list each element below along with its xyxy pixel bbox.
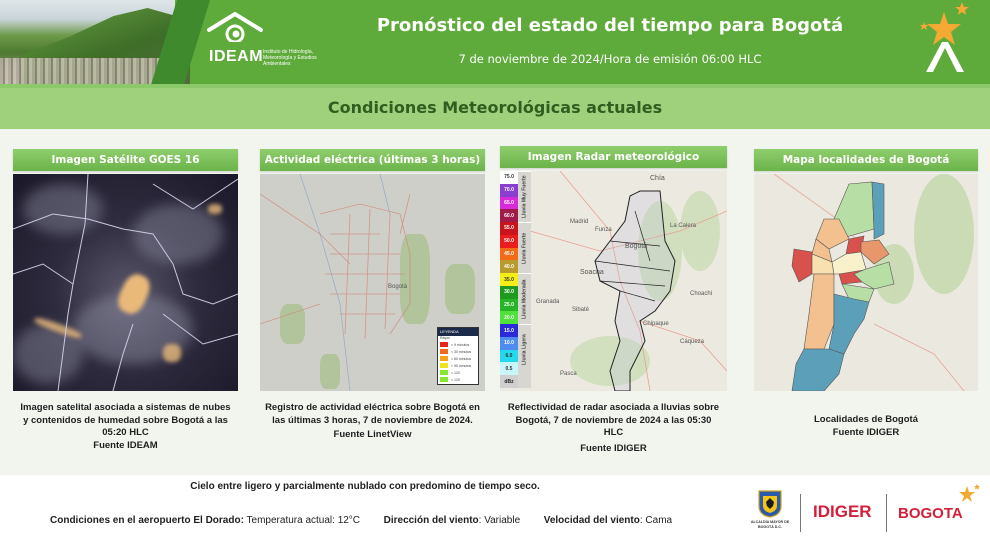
logo-divider: [800, 494, 801, 532]
satellite-image[interactable]: [13, 174, 238, 391]
footer-logos: [750, 486, 985, 538]
section-bar: [0, 88, 990, 129]
ideam-logo: [205, 12, 335, 72]
alcaldia-text: ALCALDÍA MAYOR DE BOGOTÁ D.C.: [750, 520, 790, 529]
localidades-map[interactable]: [754, 174, 978, 391]
bogota-star-icon: [955, 484, 981, 504]
bogota-star-logo-icon: [918, 2, 978, 76]
panel-satellite-title: Imagen Satélite GOES 16: [13, 149, 238, 171]
ideam-roof-icon: [207, 12, 263, 42]
header-banner: [0, 0, 990, 88]
panel-satellite: [13, 149, 238, 391]
wind-direction-value: : Variable: [478, 515, 521, 526]
bogota-logo: BOGOTA: [898, 505, 963, 522]
wind-direction-label: Dirección del viento: [383, 515, 479, 526]
satellite-caption: Imagen satelital asociada a sistemas de nubes y contenidos de humedad sobre Bogotá a las 05:20 HLC Fuente IDEAM: [20, 402, 231, 451]
airport-label: Condiciones en el aeropuerto El Dorado:: [50, 515, 244, 526]
airport-conditions: [50, 515, 672, 526]
issue-date: 7 de noviembre de 2024/Hora de emisión 06:00 HLC: [458, 52, 762, 66]
content-area: [0, 129, 990, 475]
radar-intensity-bands: Lluvia Muy Fuerte Lluvia Fuerte Lluvia Moderada Lluvia Ligera: [518, 171, 531, 388]
lightning-map[interactable]: [260, 174, 485, 391]
panel-radar: [500, 149, 727, 391]
page-title: Pronóstico del estado del tiempo para Bogotá: [376, 15, 844, 36]
section-title: Condiciones Meteorológicas actuales: [327, 98, 663, 117]
panel-lightning: [260, 149, 485, 391]
ideam-wordmark: IDEAM: [209, 48, 264, 65]
panel-localidades-title: Mapa localidades de Bogotá: [754, 149, 978, 171]
lightning-caption: Registro de actividad eléctrica sobre Bogotá en las últimas 3 horas, 7 de noviembre de 2024. Fuente LinetView: [265, 402, 480, 440]
radar-map[interactable]: Chía Bogotá Soacha La Calera Madrid Funza Granada Sibaté Choachí Chipaque Cáqueza Pasca 75.0 70.0 65.0 60.0 55.0 50.0 45.0 40.0 35.0 30.0 25.0 20.0 15.0 10.0 6.0 0.5 dBz Lluvia Muy Fuerte Lluvia Fuerte Lluvia Moderada Lluvia Ligera: [500, 171, 727, 391]
airport-temperature: Temperatura actual: 12°C: [246, 515, 361, 526]
alcaldia-shield-icon: [758, 490, 782, 518]
lightning-legend: LEYENDA Rayos < 9 minutos < 30 minutos < 60 minutos < 90 minutos < 120 < 120: [437, 327, 479, 385]
legend-title: LEYENDA: [438, 328, 478, 336]
weather-summary: Cielo entre ligero y parcialmente nublado con predomino de tiempo seco.: [190, 481, 540, 492]
idiger-logo: IDIGER: [813, 502, 872, 521]
panel-lightning-title: Actividad eléctrica (últimas 3 horas): [260, 149, 485, 171]
wind-speed-value: : Cama: [639, 515, 673, 526]
radar-caption: Reflectividad de radar asociada a lluvias sobre Bogotá, 7 de noviembre de 2024 a las 05:30 HLC Fuente IDIGER: [507, 402, 720, 454]
localidades-caption: Localidades de Bogotá Fuente IDIGER: [814, 414, 918, 438]
radar-dbz-scale: 75.0 70.0 65.0 60.0 55.0 50.0 45.0 40.0 35.0 30.0 25.0 20.0 15.0 10.0 6.0 0.5 dBz: [500, 171, 518, 388]
ideam-subtitle: Instituto de Hidrología, Meteorología y Estudios Ambientales: [263, 49, 317, 67]
bogota-mountain-photo: [0, 0, 175, 88]
logo-divider: [886, 494, 887, 532]
map-label-bogota: Bogotá: [388, 284, 408, 290]
panel-radar-title: Imagen Radar meteorológico: [500, 146, 727, 168]
admin-boundaries: [13, 174, 238, 391]
panel-localidades: [754, 149, 978, 391]
wind-speed-label: Velocidad del viento: [543, 515, 640, 526]
